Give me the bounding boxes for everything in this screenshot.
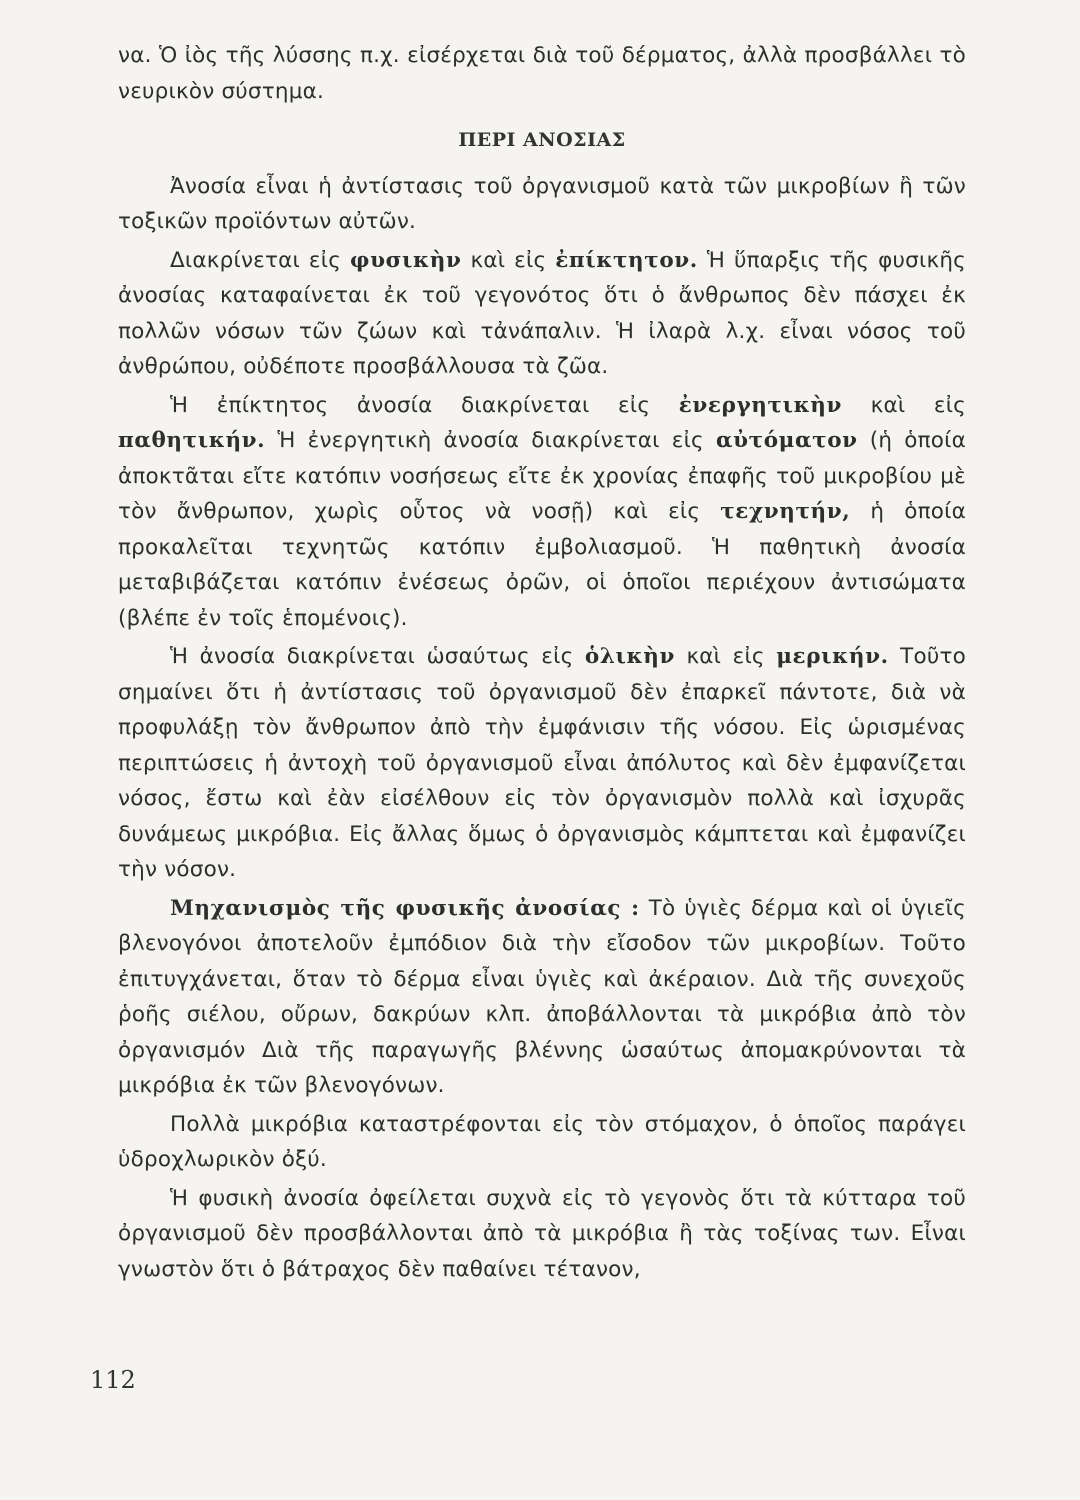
bold-term: Μηχανισμὸς τῆς φυσικῆς ἀνοσίας : (170, 895, 640, 921)
text: Τὸ ὑγιὲς δέρμα καὶ οἱ ὑγιεῖς βλενογόνοι ἀποτελοῦν ἐμπόδιον διὰ τὴν εἴσοδον τῶν μικροβίων. Τοῦτο ἐπιτυγχάνεται, ὅταν τὸ δέρμα εἶναι ὑγιὲς καὶ ἀκέραιον. Διὰ τῆς συνεχοῦς ῥοῆς σιέλου, οὔρων, δακρύων κλπ. ἀποβάλλονται τὰ μικρόβια ἀπὸ τὸν ὀργανισμόν Διὰ τῆς παραγωγῆς βλέννης ὡσαύτως ἀπομακρύνονται τὰ μικρόβια ἐκ τῶν βλενογόνων. (118, 895, 966, 1098)
paragraph-natural-immunity (118, 1181, 966, 1288)
text: Τοῦτο σημαίνει ὅτι ἡ ἀντίστασις τοῦ ὀργανισμοῦ δὲν ἐπαρκεῖ πάντοτε, διὰ νὰ προφυλάξῃ τὸν ἄνθρωπον ἀπὸ τὴν ἐμφάνισιν τῆς νόσου. Εἰς ὡρισμένας περιπτώσεις ἡ ἀντοχὴ τοῦ ὀργανισμοῦ εἶναι ἀπόλυτος καὶ δὲν ἐμφανίζεται νόσος, ἔστω καὶ ἐὰν εἰσέλθουν εἰς τὸν ὀργανισμὸν πολλὰ καὶ ἰσχυρᾶς δυνάμεως μικρόβια. Εἰς ἄλλας ὅμως ὁ ὀργανισμὸς κάμπτεται καὶ ἐμφανίζει τὴν νόσον. (118, 644, 966, 882)
text: Ἀνοσία εἶναι ἡ ἀντίστασις τοῦ ὀργανισμοῦ κατὰ τῶν μικροβίων ἢ τῶν τοξικῶν προϊόντων αὐτῶν. (118, 173, 966, 234)
bold-term: ἐνεργητικὴν (678, 392, 843, 418)
text: Πολλὰ μικρόβια καταστρέφονται εἰς τὸν στόμαχον, ὁ ὁποῖος παράγει ὑδροχλωρικὸν ὀξύ. (118, 1111, 966, 1172)
bold-term: ἐπίκτητον. (555, 247, 698, 273)
text: Ἡ ἐνεργητικὴ ἀνοσία διακρίνεται εἰς (265, 428, 716, 453)
paragraph-definition (118, 169, 966, 240)
page-body (118, 38, 966, 1290)
text: ἡ ὁποία προκαλεῖται τεχνητῶς κατόπιν ἐμβολιασμοῦ. Ἡ παθητικὴ ἀνοσία μεταβιβάζεται κατόπιν ἐνέσεως ὀρῶν, οἱ ὁποῖοι περιέχουν ἀντισώματα (βλέπε ἐν τοῖς ἑπομένοις). (118, 499, 966, 631)
text: καὶ εἰς (461, 247, 556, 273)
paragraph-types (118, 243, 966, 385)
bold-term: αὐτόματον (715, 428, 858, 453)
text: Ἡ φυσικὴ ἀνοσία ὀφείλεται συχνὰ εἰς τὸ γεγονὸς ὅτι τὰ κύτταρα τοῦ ὀργανισμοῦ δὲν προσβάλλονται ἀπὸ τὰ μικρόβια ἢ τὰς τοξίνας των. Εἶναι γνωστὸν ὅτι ὁ βάτραχος δὲν παθαίνει τέτανον, (118, 1185, 966, 1282)
text: καὶ εἰς (842, 392, 967, 418)
bold-term: παθητικήν. (118, 428, 266, 453)
text: καὶ εἰς (674, 644, 777, 669)
bold-term: τεχνητήν, (720, 499, 851, 524)
paragraph-total-partial (118, 639, 966, 888)
text: να. Ὁ ἰὸς τῆς λύσσης π.χ. εἰσέρχεται διὰ τοῦ δέρματος, ἀλλὰ προσβάλλει τὸ νευρικὸν σύστημα. (118, 43, 966, 104)
text: Ἡ ἀνοσία διακρίνεται ὡσαύτως εἰς (170, 644, 585, 669)
section-heading: ΠΕΡΙ ΑΝΟΣΙΑΣ (458, 129, 626, 151)
paragraph-acquired (118, 388, 966, 637)
paragraph-continuation (118, 38, 966, 109)
paragraph-stomach (118, 1107, 966, 1178)
bold-term: μερικήν. (776, 644, 889, 669)
text: Ἡ ὕπαρξις τῆς φυσικῆς ἀνοσίας καταφαίνεται ἐκ τοῦ γεγονότος ὅτι ὁ ἄνθρωπος δὲν πάσχει ἐκ πολλῶν νόσων τῶν ζώων καὶ τἀνάπαλιν. Ἡ ἰλαρὰ λ.χ. εἶναι νόσος τοῦ ἀνθρώπου, οὐδέποτε προσβάλλουσα τὰ ζῶα. (118, 247, 966, 379)
bold-term: φυσικὴν (350, 247, 462, 273)
text: (ἡ ὁποία ἀποκτᾶται εἴτε κατόπιν νοσήσεως εἴτε ἐκ χρονίας ἐπαφῆς τοῦ μικροβίου μὲ τὸν ἄνθρωπον, χωρὶς οὗτος νὰ νοσῇ) καὶ εἰς (118, 428, 966, 524)
bold-term: ὁλικὴν (584, 644, 675, 669)
page-number: 112 (90, 1366, 136, 1394)
paragraph-mechanism (118, 891, 966, 1104)
text: Ἡ ἐπίκτητος ἀνοσία διακρίνεται εἰς (170, 392, 679, 418)
text: Διακρίνεται εἰς (170, 247, 351, 273)
